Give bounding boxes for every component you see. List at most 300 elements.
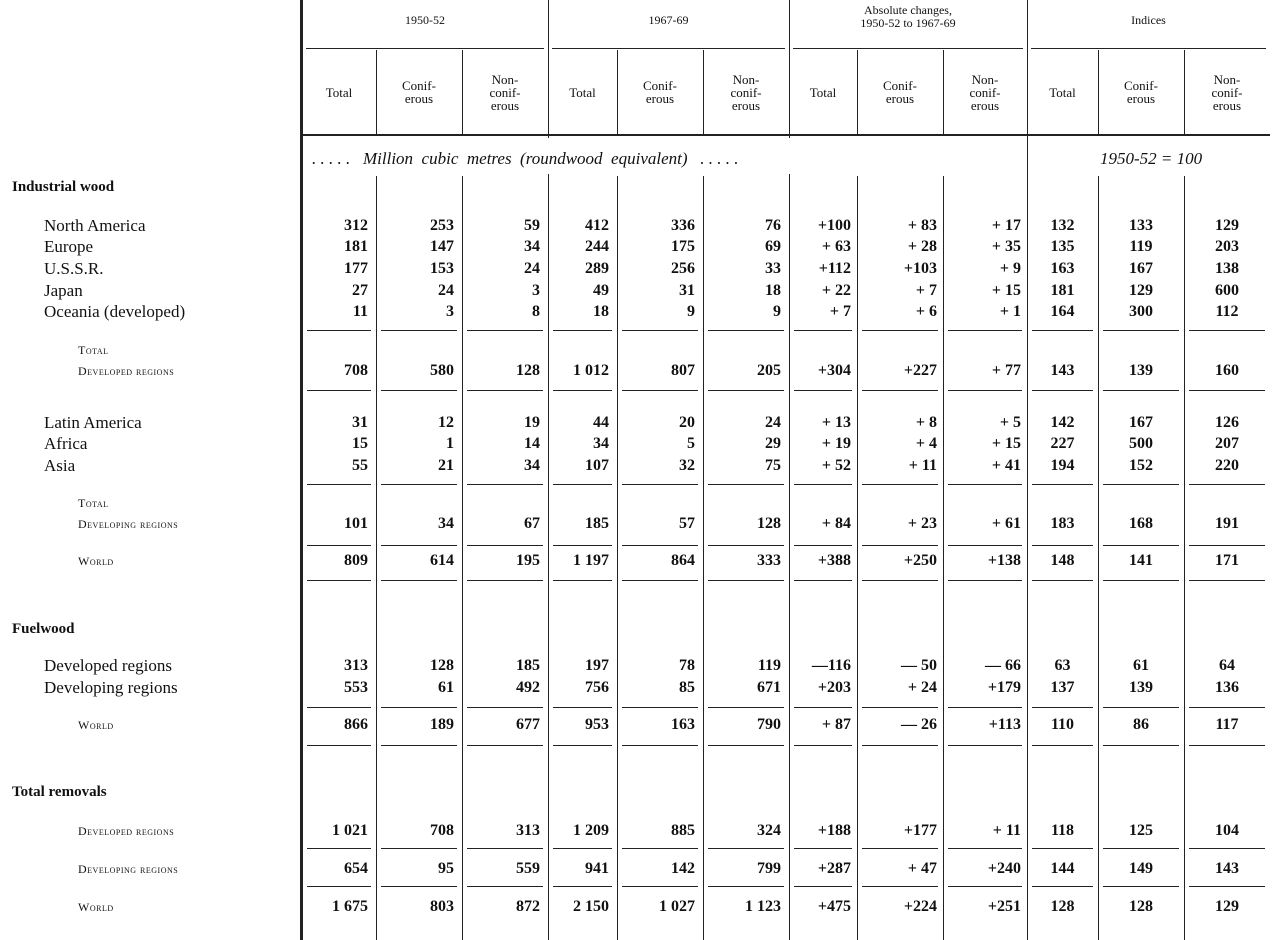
table-cell: 289: [585, 260, 609, 277]
row-rule: [553, 545, 612, 546]
row-rule: [622, 745, 698, 746]
table-cell: 67: [524, 515, 540, 532]
column-header: Conif- erous: [643, 78, 677, 106]
table-cell: 220: [1215, 457, 1239, 474]
table-cell: 803: [430, 898, 454, 915]
row-rule: [948, 545, 1022, 546]
table-cell: +203: [817, 679, 851, 696]
row-rule: [381, 707, 457, 708]
row-rule: [307, 580, 371, 581]
row-rule: [1103, 484, 1179, 485]
row-rule: [1189, 484, 1265, 485]
table-cell: 21: [438, 457, 454, 474]
table-cell: 559: [516, 860, 540, 877]
table-cell: 203: [1215, 238, 1239, 255]
row-rule: [307, 330, 371, 331]
row-rule: [381, 848, 457, 849]
row-rule: [622, 545, 698, 546]
table-cell: 181: [344, 238, 368, 255]
row-rule: [708, 886, 784, 887]
table-cell: 141: [1129, 552, 1153, 569]
row-rule: [948, 886, 1022, 887]
table-cell: 866: [344, 716, 368, 733]
table-cell: +188: [817, 822, 851, 839]
table-cell: + 15: [991, 282, 1021, 299]
table-cell: 1 021: [332, 822, 368, 839]
table-cell: + 47: [907, 860, 937, 877]
table-cell: + 63: [821, 238, 851, 255]
column-header: Total: [1049, 84, 1076, 100]
row-rule: [1032, 707, 1093, 708]
row-rule: [467, 330, 543, 331]
table-cell: 3: [446, 303, 454, 320]
table-cell: 133: [1129, 217, 1153, 234]
table-cell: 69: [765, 238, 781, 255]
table-cell: 324: [757, 822, 781, 839]
table-cell: 149: [1129, 860, 1153, 877]
table-cell: 153: [430, 260, 454, 277]
table-cell: +103: [903, 260, 937, 277]
row-rule: [381, 886, 457, 887]
table-cell: 128: [430, 657, 454, 674]
table-cell: 129: [1129, 282, 1153, 299]
row-rule: [1103, 745, 1179, 746]
table-cell: +304: [817, 362, 851, 379]
table-cell: 885: [671, 822, 695, 839]
row-rule: [708, 390, 784, 391]
table-cell: 125: [1129, 822, 1153, 839]
table-cell: 24: [524, 260, 540, 277]
header-rule: [303, 134, 1270, 136]
table-cell: — 50: [901, 657, 937, 674]
row-rule: [708, 745, 784, 746]
column-header: Conif- erous: [1124, 78, 1158, 106]
column-header: Total: [569, 84, 596, 100]
row-rule: [553, 707, 612, 708]
column-divider: [857, 176, 858, 940]
column-header: Non- conif- erous: [969, 71, 1001, 113]
index-base-label: 1950-52 = 100: [1100, 149, 1203, 168]
table-cell: 312: [344, 217, 368, 234]
table-cell: + 17: [991, 217, 1021, 234]
row-rule: [467, 707, 543, 708]
table-cell: + 4: [915, 435, 937, 452]
table-cell: 86: [1133, 716, 1149, 733]
table-cell: 128: [1050, 898, 1075, 915]
table-cell: 110: [1050, 716, 1075, 733]
total-row-label: Total: [78, 496, 109, 510]
row-rule: [708, 848, 784, 849]
region-label: U.S.S.R.: [44, 259, 104, 278]
table-cell: + 61: [991, 515, 1021, 532]
table-cell: 104: [1215, 822, 1239, 839]
table-cell: + 83: [907, 217, 937, 234]
table-cell: + 52: [821, 457, 851, 474]
region-label: Latin America: [44, 413, 142, 432]
table-cell: 137: [1050, 679, 1075, 696]
table-cell: 194: [1050, 457, 1075, 474]
column-header: Non- conif- erous: [1211, 71, 1243, 113]
table-cell: 1 012: [573, 362, 609, 379]
group-underline: [306, 48, 544, 49]
table-cell: 171: [1215, 552, 1239, 569]
row-rule: [553, 848, 612, 849]
table-cell: +100: [817, 217, 851, 234]
table-cell: 143: [1050, 362, 1075, 379]
table-cell: 207: [1215, 435, 1239, 452]
total-row-label: World: [78, 554, 114, 568]
table-cell: 244: [585, 238, 609, 255]
row-rule: [948, 390, 1022, 391]
row-rule: [381, 580, 457, 581]
row-rule: [862, 745, 938, 746]
table-cell: 143: [1215, 860, 1239, 877]
column-header: Total: [809, 84, 837, 100]
section-title: Fuelwood: [12, 621, 75, 637]
row-rule: [553, 886, 612, 887]
group-underline: [1031, 48, 1266, 49]
table-cell: 333: [757, 552, 781, 569]
table-cell: 34: [593, 435, 609, 452]
table-cell: 313: [344, 657, 368, 674]
row-rule: [1103, 545, 1179, 546]
table-cell: 412: [585, 217, 609, 234]
row-rule: [948, 330, 1022, 331]
row-rule: [381, 390, 457, 391]
total-row-label: Total: [78, 343, 109, 357]
table-cell: 205: [757, 362, 781, 379]
table-cell: +250: [903, 552, 937, 569]
row-rule: [622, 390, 698, 391]
table-cell: 197: [585, 657, 609, 674]
table-cell: 790: [757, 716, 781, 733]
table-cell: 95: [438, 860, 454, 877]
row-rule: [794, 886, 852, 887]
table-cell: 59: [524, 217, 540, 234]
units-label: . . . . . Million cubic metres (roundwood equivalent) . . . . .: [312, 149, 739, 168]
table-cell: 107: [585, 457, 609, 474]
table-cell: + 24: [907, 679, 937, 696]
row-rule: [1032, 545, 1093, 546]
table-cell: +475: [817, 898, 851, 915]
row-rule: [1189, 330, 1265, 331]
table-cell: 708: [344, 362, 368, 379]
table-cell: 34: [524, 238, 540, 255]
table-cell: 167: [1129, 260, 1153, 277]
table-cell: 49: [593, 282, 609, 299]
table-cell: 63: [1054, 657, 1071, 674]
region-label: North America: [44, 216, 146, 235]
row-rule: [794, 390, 852, 391]
table-cell: 147: [430, 238, 454, 255]
row-rule: [622, 330, 698, 331]
table-cell: 76: [765, 217, 781, 234]
table-cell: 55: [352, 457, 368, 474]
row-rule: [467, 580, 543, 581]
table-cell: 152: [1129, 457, 1153, 474]
table-cell: 185: [585, 515, 609, 532]
row-rule: [862, 707, 938, 708]
table-cell: 128: [757, 515, 781, 532]
group-header: 1950-52: [405, 13, 445, 27]
table-cell: 61: [1133, 657, 1149, 674]
total-row-label: World: [78, 718, 114, 732]
row-rule: [794, 707, 852, 708]
table-cell: 78: [679, 657, 695, 674]
row-rule: [708, 545, 784, 546]
table-cell: 164: [1050, 303, 1075, 320]
table-cell: 5: [687, 435, 695, 452]
row-rule: [381, 484, 457, 485]
table-cell: 872: [516, 898, 540, 915]
table-cell: 256: [671, 260, 695, 277]
row-rule: [1189, 707, 1265, 708]
row-rule: [1189, 848, 1265, 849]
table-cell: 61: [438, 679, 454, 696]
column-header: Conif- erous: [883, 78, 917, 106]
section-title: Total removals: [12, 784, 107, 800]
table-cell: + 41: [991, 457, 1021, 474]
table-cell: 300: [1129, 303, 1153, 320]
table-cell: + 7: [829, 303, 851, 320]
table-cell: — 66: [985, 657, 1021, 674]
group-header: Indices: [1131, 13, 1166, 27]
row-rule: [553, 745, 612, 746]
row-rule: [467, 484, 543, 485]
table-cell: 336: [671, 217, 695, 234]
table-cell: 139: [1129, 679, 1153, 696]
table-cell: + 11: [992, 822, 1021, 839]
region-label: Developed regions: [44, 656, 172, 675]
row-rule: [794, 580, 852, 581]
row-rule: [1103, 390, 1179, 391]
table-cell: 34: [438, 515, 454, 532]
table-cell: 600: [1215, 282, 1239, 299]
table-cell: 44: [593, 414, 609, 431]
table-cell: 126: [1215, 414, 1239, 431]
table-cell: 14: [524, 435, 540, 452]
row-rule: [708, 707, 784, 708]
table-cell: 132: [1050, 217, 1075, 234]
table-cell: 33: [765, 260, 781, 277]
table-cell: 139: [1129, 362, 1153, 379]
row-rule: [1189, 745, 1265, 746]
table-cell: + 6: [915, 303, 937, 320]
table-cell: 160: [1215, 362, 1239, 379]
table-cell: 142: [671, 860, 695, 877]
table-cell: 1: [446, 435, 454, 452]
table-cell: + 35: [991, 238, 1021, 255]
table-cell: 756: [585, 679, 609, 696]
table-cell: + 11: [908, 457, 937, 474]
table-cell: + 15: [991, 435, 1021, 452]
row-rule: [1032, 330, 1093, 331]
table-cell: 57: [679, 515, 695, 532]
row-rule: [708, 330, 784, 331]
table-cell: 27: [352, 282, 368, 299]
table-cell: 1 209: [573, 822, 609, 839]
table-cell: 941: [585, 860, 609, 877]
table-cell: +251: [987, 898, 1021, 915]
row-rule: [1103, 580, 1179, 581]
table-cell: + 84: [821, 515, 851, 532]
table-cell: 12: [438, 414, 454, 431]
row-rule: [467, 848, 543, 849]
row-rule: [381, 545, 457, 546]
table-cell: +227: [903, 362, 937, 379]
row-rule: [1189, 580, 1265, 581]
table-cell: 807: [671, 362, 695, 379]
column-header: Total: [325, 84, 353, 100]
row-rule: [708, 580, 784, 581]
row-rule: [862, 848, 938, 849]
table-cell: 183: [1050, 515, 1075, 532]
table-cell: 677: [516, 716, 540, 733]
table-cell: 117: [1215, 716, 1239, 733]
row-rule: [862, 580, 938, 581]
table-cell: + 13: [821, 414, 851, 431]
table-cell: 163: [1050, 260, 1075, 277]
table-cell: 708: [430, 822, 454, 839]
table-cell: 167: [1129, 414, 1153, 431]
row-rule: [948, 848, 1022, 849]
table-cell: 135: [1050, 238, 1075, 255]
table-cell: + 23: [907, 515, 937, 532]
table-cell: 168: [1129, 515, 1153, 532]
row-rule: [794, 484, 852, 485]
table-cell: + 8: [915, 414, 937, 431]
region-label: Asia: [44, 456, 76, 475]
table-cell: + 19: [821, 435, 851, 452]
table-cell: 227: [1050, 435, 1075, 452]
table-cell: 195: [516, 552, 540, 569]
table-cell: 128: [516, 362, 540, 379]
row-rule: [622, 580, 698, 581]
table-cell: 185: [516, 657, 540, 674]
table-cell: 500: [1129, 435, 1153, 452]
total-row-label: Developing regions: [78, 517, 179, 531]
table-cell: 85: [679, 679, 695, 696]
section-title: Industrial wood: [12, 179, 115, 195]
table-cell: + 22: [821, 282, 851, 299]
row-rule: [622, 707, 698, 708]
table-cell: 118: [1050, 822, 1075, 839]
table-cell: 181: [1050, 282, 1075, 299]
table-cell: 24: [438, 282, 454, 299]
table-cell: + 9: [999, 260, 1021, 277]
table-cell: 2 150: [573, 898, 609, 915]
row-rule: [1032, 886, 1093, 887]
table-cell: 864: [671, 552, 695, 569]
row-rule: [1189, 390, 1265, 391]
group-underline: [552, 48, 785, 49]
row-rule: [622, 484, 698, 485]
table-cell: —116: [811, 657, 851, 674]
row-rule: [948, 484, 1022, 485]
row-rule: [708, 484, 784, 485]
table-cell: 191: [1215, 515, 1239, 532]
row-rule: [948, 745, 1022, 746]
table-cell: 1 197: [573, 552, 609, 569]
table-cell: 136: [1215, 679, 1239, 696]
row-rule: [553, 330, 612, 331]
table-cell: 614: [430, 552, 454, 569]
table-cell: 29: [765, 435, 781, 452]
table-cell: 19: [524, 414, 540, 431]
table-cell: +138: [987, 552, 1021, 569]
table-cell: +112: [818, 260, 851, 277]
table-cell: 32: [679, 457, 695, 474]
column-header: Conif- erous: [402, 78, 436, 106]
table-cell: 20: [679, 414, 695, 431]
table-cell: + 77: [991, 362, 1021, 379]
row-rule: [307, 886, 371, 887]
row-rule: [467, 745, 543, 746]
total-row-label: Developed regions: [78, 824, 175, 838]
row-rule: [622, 848, 698, 849]
row-rule: [1103, 886, 1179, 887]
row-rule: [862, 330, 938, 331]
table-cell: 129: [1215, 217, 1239, 234]
row-rule: [1103, 330, 1179, 331]
table-cell: 119: [1129, 238, 1153, 255]
table-cell: 253: [430, 217, 454, 234]
table-cell: 144: [1050, 860, 1075, 877]
row-rule: [467, 886, 543, 887]
table-cell: 799: [757, 860, 781, 877]
row-rule: [553, 484, 612, 485]
table-cell: 671: [757, 679, 781, 696]
table-cell: 3: [532, 282, 540, 299]
table-cell: +388: [817, 552, 851, 569]
row-rule: [948, 707, 1022, 708]
group-underline: [793, 48, 1023, 49]
table-cell: 492: [516, 679, 540, 696]
row-rule: [307, 484, 371, 485]
table-cell: + 7: [915, 282, 937, 299]
row-rule: [307, 390, 371, 391]
table-cell: 112: [1215, 303, 1239, 320]
table-cell: 9: [773, 303, 781, 320]
table-cell: 654: [344, 860, 368, 877]
row-rule: [1189, 886, 1265, 887]
unit-row-gap: [788, 138, 791, 174]
table-cell: +113: [988, 716, 1021, 733]
table-cell: 31: [352, 414, 368, 431]
table-cell: 119: [757, 657, 781, 674]
table-cell: 75: [765, 457, 781, 474]
table-cell: 15: [352, 435, 368, 452]
total-row-label: World: [78, 900, 114, 914]
column-header: Non- conif- erous: [489, 71, 521, 113]
row-rule: [307, 745, 371, 746]
row-rule: [948, 580, 1022, 581]
row-rule: [307, 707, 371, 708]
table-cell: 148: [1050, 552, 1075, 569]
row-rule: [1103, 848, 1179, 849]
row-rule: [553, 390, 612, 391]
table-cell: +240: [987, 860, 1021, 877]
table-cell: + 87: [821, 716, 851, 733]
row-rule: [1032, 484, 1093, 485]
region-label: Developing regions: [44, 678, 178, 697]
row-rule: [381, 745, 457, 746]
row-rule: [1032, 745, 1093, 746]
row-rule: [553, 580, 612, 581]
table-cell: 18: [765, 282, 781, 299]
table-cell: +287: [817, 860, 851, 877]
table-cell: 313: [516, 822, 540, 839]
